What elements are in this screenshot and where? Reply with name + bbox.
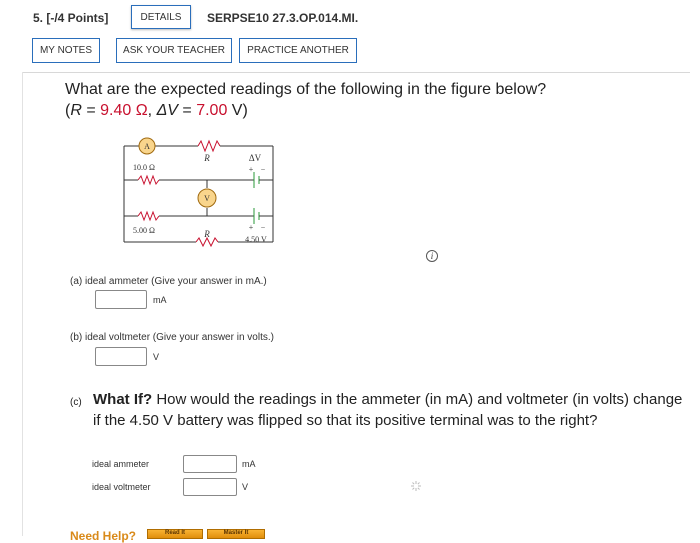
equals-2: = [177, 102, 197, 119]
r-5-label: 5.00 Ω [133, 226, 155, 235]
part-a-unit: mA [153, 295, 167, 305]
plus-1: + [248, 165, 254, 174]
paren-open: ( [65, 102, 71, 119]
dv-unit: V) [227, 102, 248, 119]
dv-symbol: ΔV [156, 102, 178, 119]
separator: , [147, 102, 157, 119]
part-c-voltmeter-label: ideal voltmeter [92, 482, 151, 492]
dv-value: 7.00 [196, 102, 228, 119]
question-line-1: What are the expected readings of the following in the figure below? [65, 81, 547, 98]
part-c-body: How would the readings in the ammeter (in mA) and voltmeter (in volts) change if the 4.50 V battery was flipped so that its positive terminal was to the right? [93, 391, 683, 429]
master-it-button[interactable]: Master It [207, 529, 265, 539]
minus-1: − [260, 165, 266, 174]
part-c-text [93, 389, 683, 431]
part-c-voltmeter-input[interactable] [183, 478, 237, 496]
part-c-ammeter-unit: mA [242, 459, 256, 469]
question-text [65, 79, 665, 121]
part-b-input[interactable] [95, 347, 147, 366]
need-help-label: Need Help? [70, 529, 137, 543]
part-c-ammeter-label: ideal ammeter [92, 459, 150, 469]
r-10-label: 10.0 Ω [133, 163, 155, 172]
ask-teacher-button[interactable]: ASK YOUR TEACHER [116, 38, 232, 63]
r-symbol: R [70, 102, 82, 119]
divider [22, 72, 690, 73]
r-value: 9.40 Ω [100, 102, 148, 119]
part-c-ammeter-input[interactable] [183, 455, 237, 473]
r-top-label: R [204, 153, 210, 163]
part-c-tag: (c) [70, 397, 82, 408]
plus-2: + [248, 223, 254, 232]
part-b-label: (b) ideal voltmeter (Give your answer in volts.) [70, 332, 274, 343]
what-if-label: What If? [93, 391, 153, 408]
read-it-button[interactable]: Read It [147, 529, 203, 539]
problem-code: SERPSE10 27.3.OP.014.MI. [207, 11, 359, 25]
my-notes-button[interactable]: MY NOTES [32, 38, 100, 63]
left-border [22, 72, 23, 536]
question-line-2 [65, 100, 665, 121]
minus-2: − [260, 223, 266, 232]
part-c-voltmeter-unit: V [242, 482, 249, 492]
ammeter-label: A [144, 142, 150, 151]
part-a-label: (a) ideal ammeter (Give your answer in mA.) [70, 276, 267, 287]
battery-label: 4.50 V [245, 235, 267, 244]
circuit-figure [118, 132, 280, 258]
part-a-input[interactable] [95, 290, 147, 309]
dv-top-label: ΔV [248, 153, 262, 163]
question-number: 5. [-/4 Points] [33, 11, 109, 25]
r-bottom-label: R [204, 229, 210, 239]
loading-icon [411, 481, 421, 491]
voltmeter-label: V [204, 194, 210, 203]
info-icon[interactable]: i [426, 250, 438, 262]
details-button[interactable]: DETAILS [131, 5, 191, 29]
part-b-unit: V [153, 352, 160, 362]
practice-another-button[interactable]: PRACTICE ANOTHER [239, 38, 357, 63]
equals: = [81, 102, 101, 119]
